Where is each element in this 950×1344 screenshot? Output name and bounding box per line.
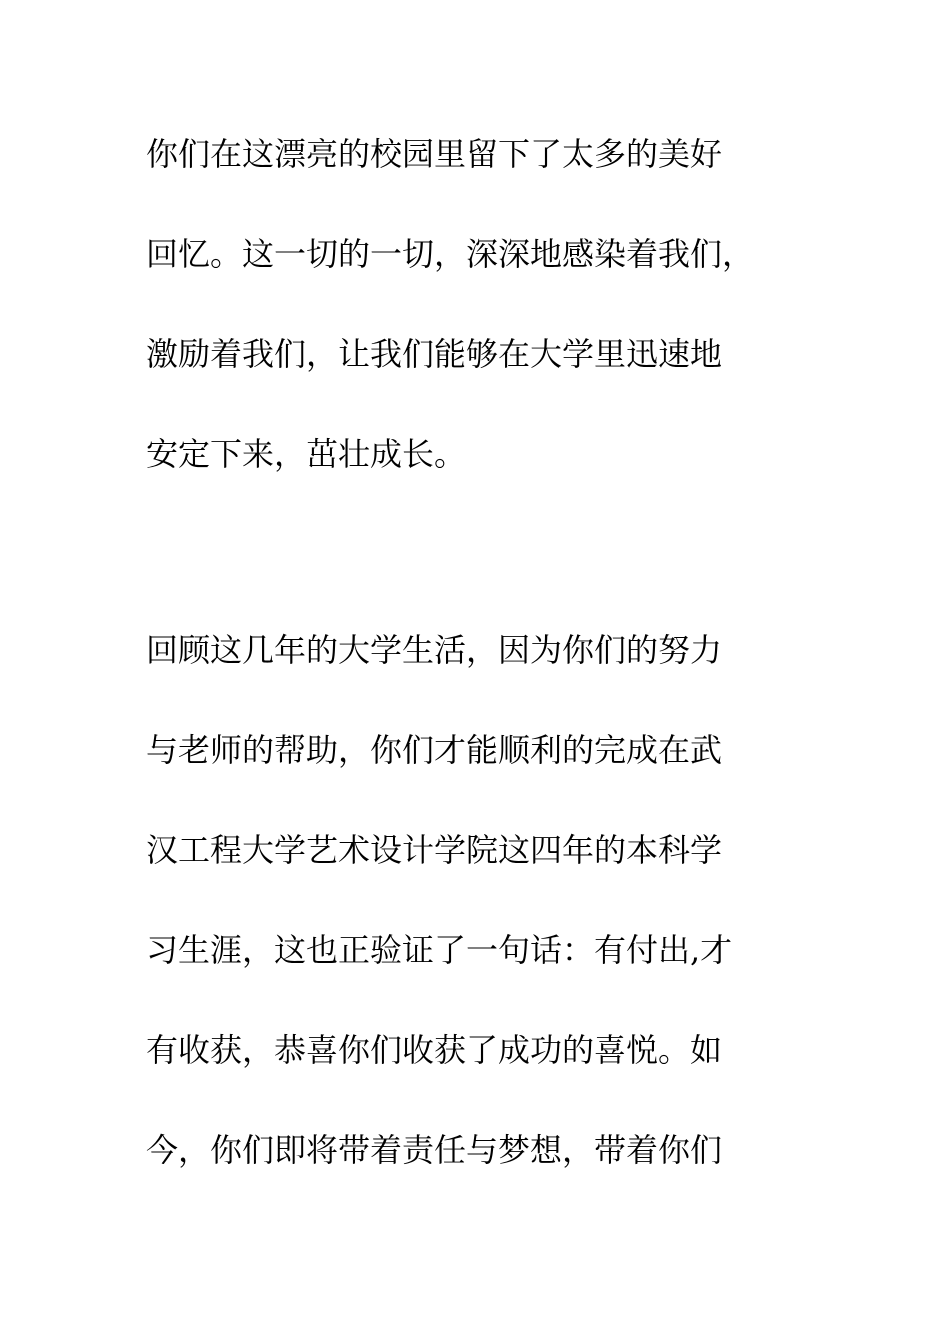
text-line: 汉工程大学艺术设计学院这四年的本科学 xyxy=(146,831,723,869)
text-line: 今，你们即将带着责任与梦想，带着你们 xyxy=(146,1131,723,1169)
text-line: 你们在这漂亮的校园里留下了太多的美好 xyxy=(146,135,723,173)
text-line: 激励着我们，让我们能够在大学里迅速地 xyxy=(146,335,723,373)
text-line: 回忆。这一切的一切，深深地感染着我们， xyxy=(146,235,755,273)
text-line: 安定下来，茁壮成长。 xyxy=(146,435,467,473)
text-line: 有收获，恭喜你们收获了成功的喜悦。如 xyxy=(146,1031,723,1069)
text-line: 与老师的帮助，你们才能顺利的完成在武 xyxy=(146,731,723,769)
text-line: 回顾这几年的大学生活，因为你们的努力 xyxy=(146,631,723,669)
text-line: 习生涯，这也正验证了一句话：有付出,才 xyxy=(146,931,733,969)
